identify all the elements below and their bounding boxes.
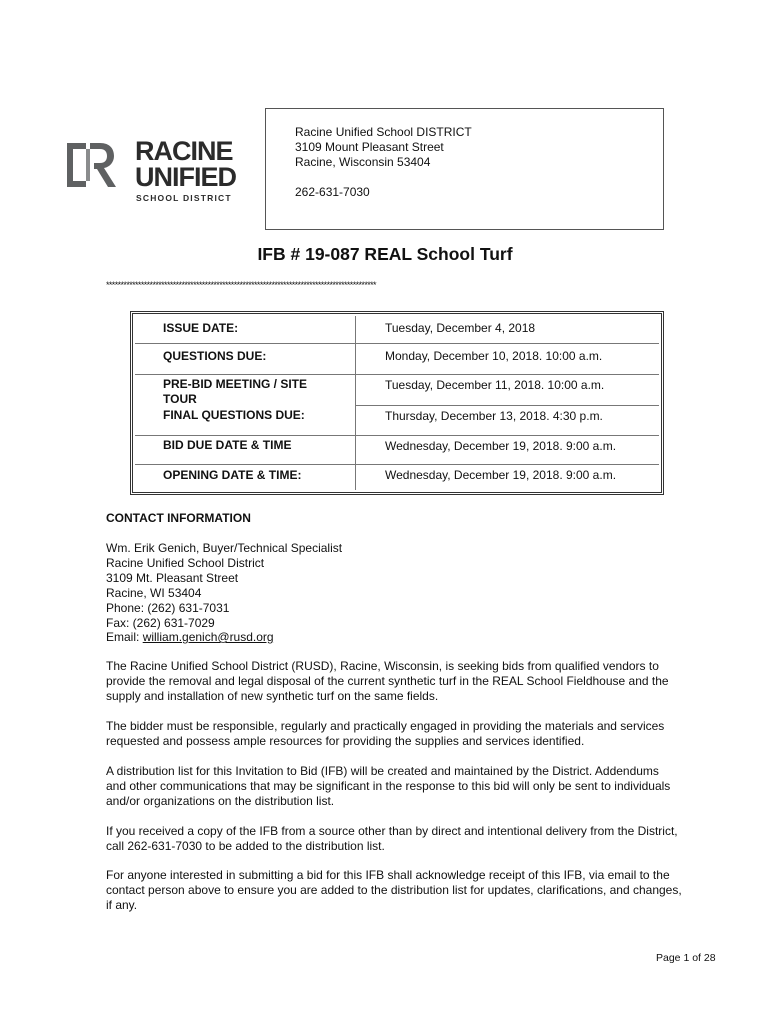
address-phone: 262-631-7030 (295, 185, 370, 199)
logo-word-school-district: SCHOOL DISTRICT (136, 193, 232, 203)
paragraph-2-line-2: requested and possess ample resources for providing the supplies and services identified. (106, 734, 585, 748)
schedule-label-questions-due: QUESTIONS DUE: (163, 349, 267, 363)
schedule-label-issue-date: ISSUE DATE: (163, 321, 239, 335)
schedule-value-opening-date: Wednesday, December 19, 2018. 9:00 a.m. (385, 468, 617, 482)
schedule-value-issue-date: Tuesday, December 4, 2018 (385, 321, 536, 335)
contact-email-row (106, 630, 274, 645)
paragraph-4-line-1: If you received a copy of the IFB from a source other than by direct and intentional delivery from the District, (106, 824, 678, 838)
racine-unified-logo-icon (64, 140, 122, 190)
schedule-value-bid-due: Wednesday, December 19, 2018. 9:00 a.m. (385, 439, 617, 453)
logo-word-racine: RACINE (135, 136, 233, 166)
schedule-label-opening-date: OPENING DATE & TIME: (163, 468, 302, 482)
schedule-value-final-questions: Thursday, December 13, 2018. 4:30 p.m. (385, 409, 603, 423)
contact-email-link[interactable]: william.genich@rusd.org (142, 630, 274, 644)
logo-word-unified: UNIFIED (135, 162, 236, 192)
paragraph-5-line-1: For anyone interested in submitting a bid for this IFB shall acknowledge receipt of this IFB, via email to the (106, 868, 670, 882)
page-number: Page 1 of 28 (656, 952, 716, 964)
schedule-table (130, 311, 664, 495)
table-row-divider (135, 343, 659, 344)
schedule-label-pre-bid-meeting: PRE-BID MEETING / SITE TOUR (163, 377, 308, 406)
schedule-value-questions-due: Monday, December 10, 2018. 10:00 a.m. (385, 349, 603, 363)
table-row-divider (135, 464, 659, 465)
paragraph-1-line-3: supply and installation of new synthetic turf on the same fields. (106, 689, 439, 703)
contact-city: Racine, WI 53404 (106, 586, 202, 600)
paragraph-5-line-3: if any. (106, 898, 138, 912)
contact-phone: Phone: (262) 631-7031 (106, 601, 230, 615)
paragraph-1-line-2: provide the removal and legal disposal of the current synthetic turf in the REAL School Fieldhouse and the (106, 674, 669, 688)
paragraph-3-line-3: and/or organizations on the distribution list. (106, 794, 335, 808)
paragraph-5-line-2: contact person above to ensure you are added to the distribution list for updates, clarifications, and changes, (106, 883, 682, 897)
document-title: IFB # 19-087 REAL School Turf (257, 244, 513, 264)
paragraph-2-line-1: The bidder must be responsible, regularly and practically engaged in providing the materials and services (106, 719, 665, 733)
contact-heading: CONTACT INFORMATION (106, 511, 251, 525)
schedule-value-pre-bid-meeting: Tuesday, December 11, 2018. 10:00 a.m. (385, 378, 605, 392)
address-box (265, 108, 664, 230)
paragraph-3-line-2: and other communications that may be significant in the response to this bid will only be sent to individuals (106, 779, 671, 793)
separator-line: ********************************************************************************************* (106, 281, 376, 287)
table-row-divider (355, 405, 659, 406)
paragraph-1-line-1: The Racine Unified School District (RUSD), Racine, Wisconsin, is seeking bids from qualified vendors to (106, 659, 659, 673)
contact-email-label: Email: (106, 630, 143, 644)
schedule-label-final-questions: FINAL QUESTIONS DUE: (163, 408, 305, 422)
contact-name: Wm. Erik Genich, Buyer/Technical Specialist (106, 541, 343, 555)
contact-fax: Fax: (262) 631-7029 (106, 616, 215, 630)
schedule-label-bid-due: BID DUE DATE & TIME (163, 438, 292, 452)
table-row-divider (135, 435, 659, 436)
address-line-3: Racine, Wisconsin 53404 (295, 155, 431, 169)
address-line-2: 3109 Mount Pleasant Street (295, 140, 444, 154)
contact-org: Racine Unified School District (106, 556, 265, 570)
district-logo (64, 136, 244, 206)
table-row-divider (135, 374, 659, 375)
contact-street: 3109 Mt. Pleasant Street (106, 571, 239, 585)
address-line-1: Racine Unified School DISTRICT (295, 125, 472, 139)
paragraph-4-line-2: call 262-631-7030 to be added to the distribution list. (106, 839, 385, 853)
paragraph-3-line-1: A distribution list for this Invitation to Bid (IFB) will be created and maintained by the District. Addendums (106, 764, 659, 778)
